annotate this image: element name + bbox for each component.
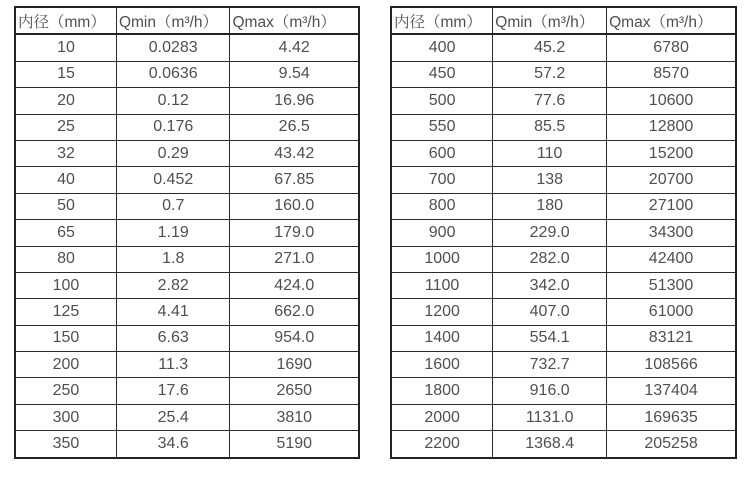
table-row [391, 404, 736, 430]
qmax-cell: 137404 [607, 378, 736, 404]
qmin-cell: 138 [493, 167, 607, 193]
table-row [391, 140, 736, 166]
qmin-cell: 1.19 [116, 220, 230, 246]
qmax-cell: 15200 [607, 140, 736, 166]
qmax-cell: 4.42 [230, 34, 359, 61]
diameter-cell: 350 [15, 431, 116, 458]
qmin-cell: 4.41 [116, 299, 230, 325]
diameter-cell: 800 [391, 193, 493, 219]
qmax-cell: 6780 [607, 34, 736, 61]
diameter-cell: 80 [15, 246, 116, 272]
table-row [15, 352, 359, 378]
qmin-cell: 0.12 [116, 88, 230, 114]
diameter-cell: 450 [391, 61, 493, 87]
qmin-cell: 77.6 [493, 88, 607, 114]
table-row [15, 167, 359, 193]
table-row [391, 61, 736, 87]
diameter-cell: 1100 [391, 272, 493, 298]
qmin-cell: 0.7 [116, 193, 230, 219]
column-header-qmin: Qmin（m³/h） [116, 7, 230, 34]
qmin-cell: 0.452 [116, 167, 230, 193]
diameter-cell: 500 [391, 88, 493, 114]
qmax-cell: 61000 [607, 299, 736, 325]
table-body [15, 34, 359, 457]
table-row [391, 299, 736, 325]
diameter-cell: 10 [15, 34, 116, 61]
qmin-cell: 34.6 [116, 431, 230, 458]
column-header-qmin: Qmin（m³/h） [493, 7, 607, 34]
qmin-cell: 1368.4 [493, 431, 607, 458]
table-row [391, 220, 736, 246]
diameter-cell: 25 [15, 114, 116, 140]
diameter-cell: 900 [391, 220, 493, 246]
diameter-cell: 1600 [391, 352, 493, 378]
table-row [391, 34, 736, 61]
table-row [15, 325, 359, 351]
table-body [391, 34, 736, 457]
qmax-cell: 5190 [230, 431, 359, 458]
diameter-cell: 125 [15, 299, 116, 325]
table-row [15, 61, 359, 87]
diameter-cell: 1400 [391, 325, 493, 351]
qmax-cell: 8570 [607, 61, 736, 87]
table-row [391, 114, 736, 140]
flow-spec-table-small-diameters [14, 6, 360, 459]
table-row [15, 299, 359, 325]
table-row [391, 352, 736, 378]
table-row [15, 431, 359, 458]
column-header-diameter: 内径（mm） [15, 7, 116, 34]
qmax-cell: 34300 [607, 220, 736, 246]
qmax-cell: 26.5 [230, 114, 359, 140]
table-row [391, 378, 736, 404]
qmax-cell: 20700 [607, 167, 736, 193]
table-row [391, 431, 736, 458]
diameter-cell: 2000 [391, 404, 493, 430]
column-header-diameter: 内径（mm） [391, 7, 493, 34]
qmin-cell: 0.176 [116, 114, 230, 140]
qmin-cell: 342.0 [493, 272, 607, 298]
qmin-cell: 110 [493, 140, 607, 166]
diameter-cell: 100 [15, 272, 116, 298]
diameter-cell: 300 [15, 404, 116, 430]
qmax-cell: 16.96 [230, 88, 359, 114]
qmax-cell: 10600 [607, 88, 736, 114]
qmax-cell: 424.0 [230, 272, 359, 298]
qmax-cell: 43.42 [230, 140, 359, 166]
table-row [15, 246, 359, 272]
table-row [15, 193, 359, 219]
qmax-cell: 9.54 [230, 61, 359, 87]
qmin-cell: 554.1 [493, 325, 607, 351]
table-row [391, 193, 736, 219]
diameter-cell: 200 [15, 352, 116, 378]
diameter-cell: 400 [391, 34, 493, 61]
header-row [391, 7, 736, 34]
qmin-cell: 57.2 [493, 61, 607, 87]
diameter-cell: 1200 [391, 299, 493, 325]
qmin-cell: 17.6 [116, 378, 230, 404]
diameter-cell: 1000 [391, 246, 493, 272]
qmin-cell: 916.0 [493, 378, 607, 404]
qmin-cell: 2.82 [116, 272, 230, 298]
qmin-cell: 282.0 [493, 246, 607, 272]
qmin-cell: 25.4 [116, 404, 230, 430]
diameter-cell: 2200 [391, 431, 493, 458]
header-row [15, 7, 359, 34]
flow-spec-table-large-diameters [390, 6, 737, 459]
qmax-cell: 27100 [607, 193, 736, 219]
qmin-cell: 732.7 [493, 352, 607, 378]
diameter-cell: 1800 [391, 378, 493, 404]
table-row [391, 272, 736, 298]
table-row [15, 220, 359, 246]
table-row [15, 272, 359, 298]
qmin-cell: 1131.0 [493, 404, 607, 430]
qmin-cell: 180 [493, 193, 607, 219]
qmin-cell: 0.29 [116, 140, 230, 166]
table-row [391, 246, 736, 272]
diameter-cell: 250 [15, 378, 116, 404]
qmax-cell: 271.0 [230, 246, 359, 272]
column-header-qmax: Qmax（m³/h） [607, 7, 736, 34]
diameter-cell: 700 [391, 167, 493, 193]
table-row [15, 140, 359, 166]
qmax-cell: 2650 [230, 378, 359, 404]
qmax-cell: 169635 [607, 404, 736, 430]
diameter-cell: 32 [15, 140, 116, 166]
column-header-qmax: Qmax（m³/h） [230, 7, 359, 34]
qmax-cell: 42400 [607, 246, 736, 272]
diameter-cell: 40 [15, 167, 116, 193]
table-row [15, 114, 359, 140]
qmax-cell: 1690 [230, 352, 359, 378]
qmin-cell: 1.8 [116, 246, 230, 272]
diameter-cell: 65 [15, 220, 116, 246]
table-row [391, 325, 736, 351]
table-row [15, 34, 359, 61]
qmax-cell: 662.0 [230, 299, 359, 325]
qmax-cell: 205258 [607, 431, 736, 458]
qmin-cell: 229.0 [493, 220, 607, 246]
diameter-cell: 150 [15, 325, 116, 351]
qmin-cell: 11.3 [116, 352, 230, 378]
table-row [15, 378, 359, 404]
qmin-cell: 407.0 [493, 299, 607, 325]
qmin-cell: 45.2 [493, 34, 607, 61]
qmax-cell: 83121 [607, 325, 736, 351]
diameter-cell: 20 [15, 88, 116, 114]
diameter-cell: 600 [391, 140, 493, 166]
qmax-cell: 3810 [230, 404, 359, 430]
qmax-cell: 179.0 [230, 220, 359, 246]
table-row [15, 404, 359, 430]
diameter-cell: 50 [15, 193, 116, 219]
qmax-cell: 12800 [607, 114, 736, 140]
qmax-cell: 160.0 [230, 193, 359, 219]
qmax-cell: 51300 [607, 272, 736, 298]
qmax-cell: 67.85 [230, 167, 359, 193]
qmax-cell: 108566 [607, 352, 736, 378]
qmin-cell: 85.5 [493, 114, 607, 140]
qmax-cell: 954.0 [230, 325, 359, 351]
table-row [15, 88, 359, 114]
diameter-cell: 15 [15, 61, 116, 87]
qmin-cell: 0.0636 [116, 61, 230, 87]
qmin-cell: 6.63 [116, 325, 230, 351]
table-row [391, 88, 736, 114]
table-row [391, 167, 736, 193]
qmin-cell: 0.0283 [116, 34, 230, 61]
diameter-cell: 550 [391, 114, 493, 140]
